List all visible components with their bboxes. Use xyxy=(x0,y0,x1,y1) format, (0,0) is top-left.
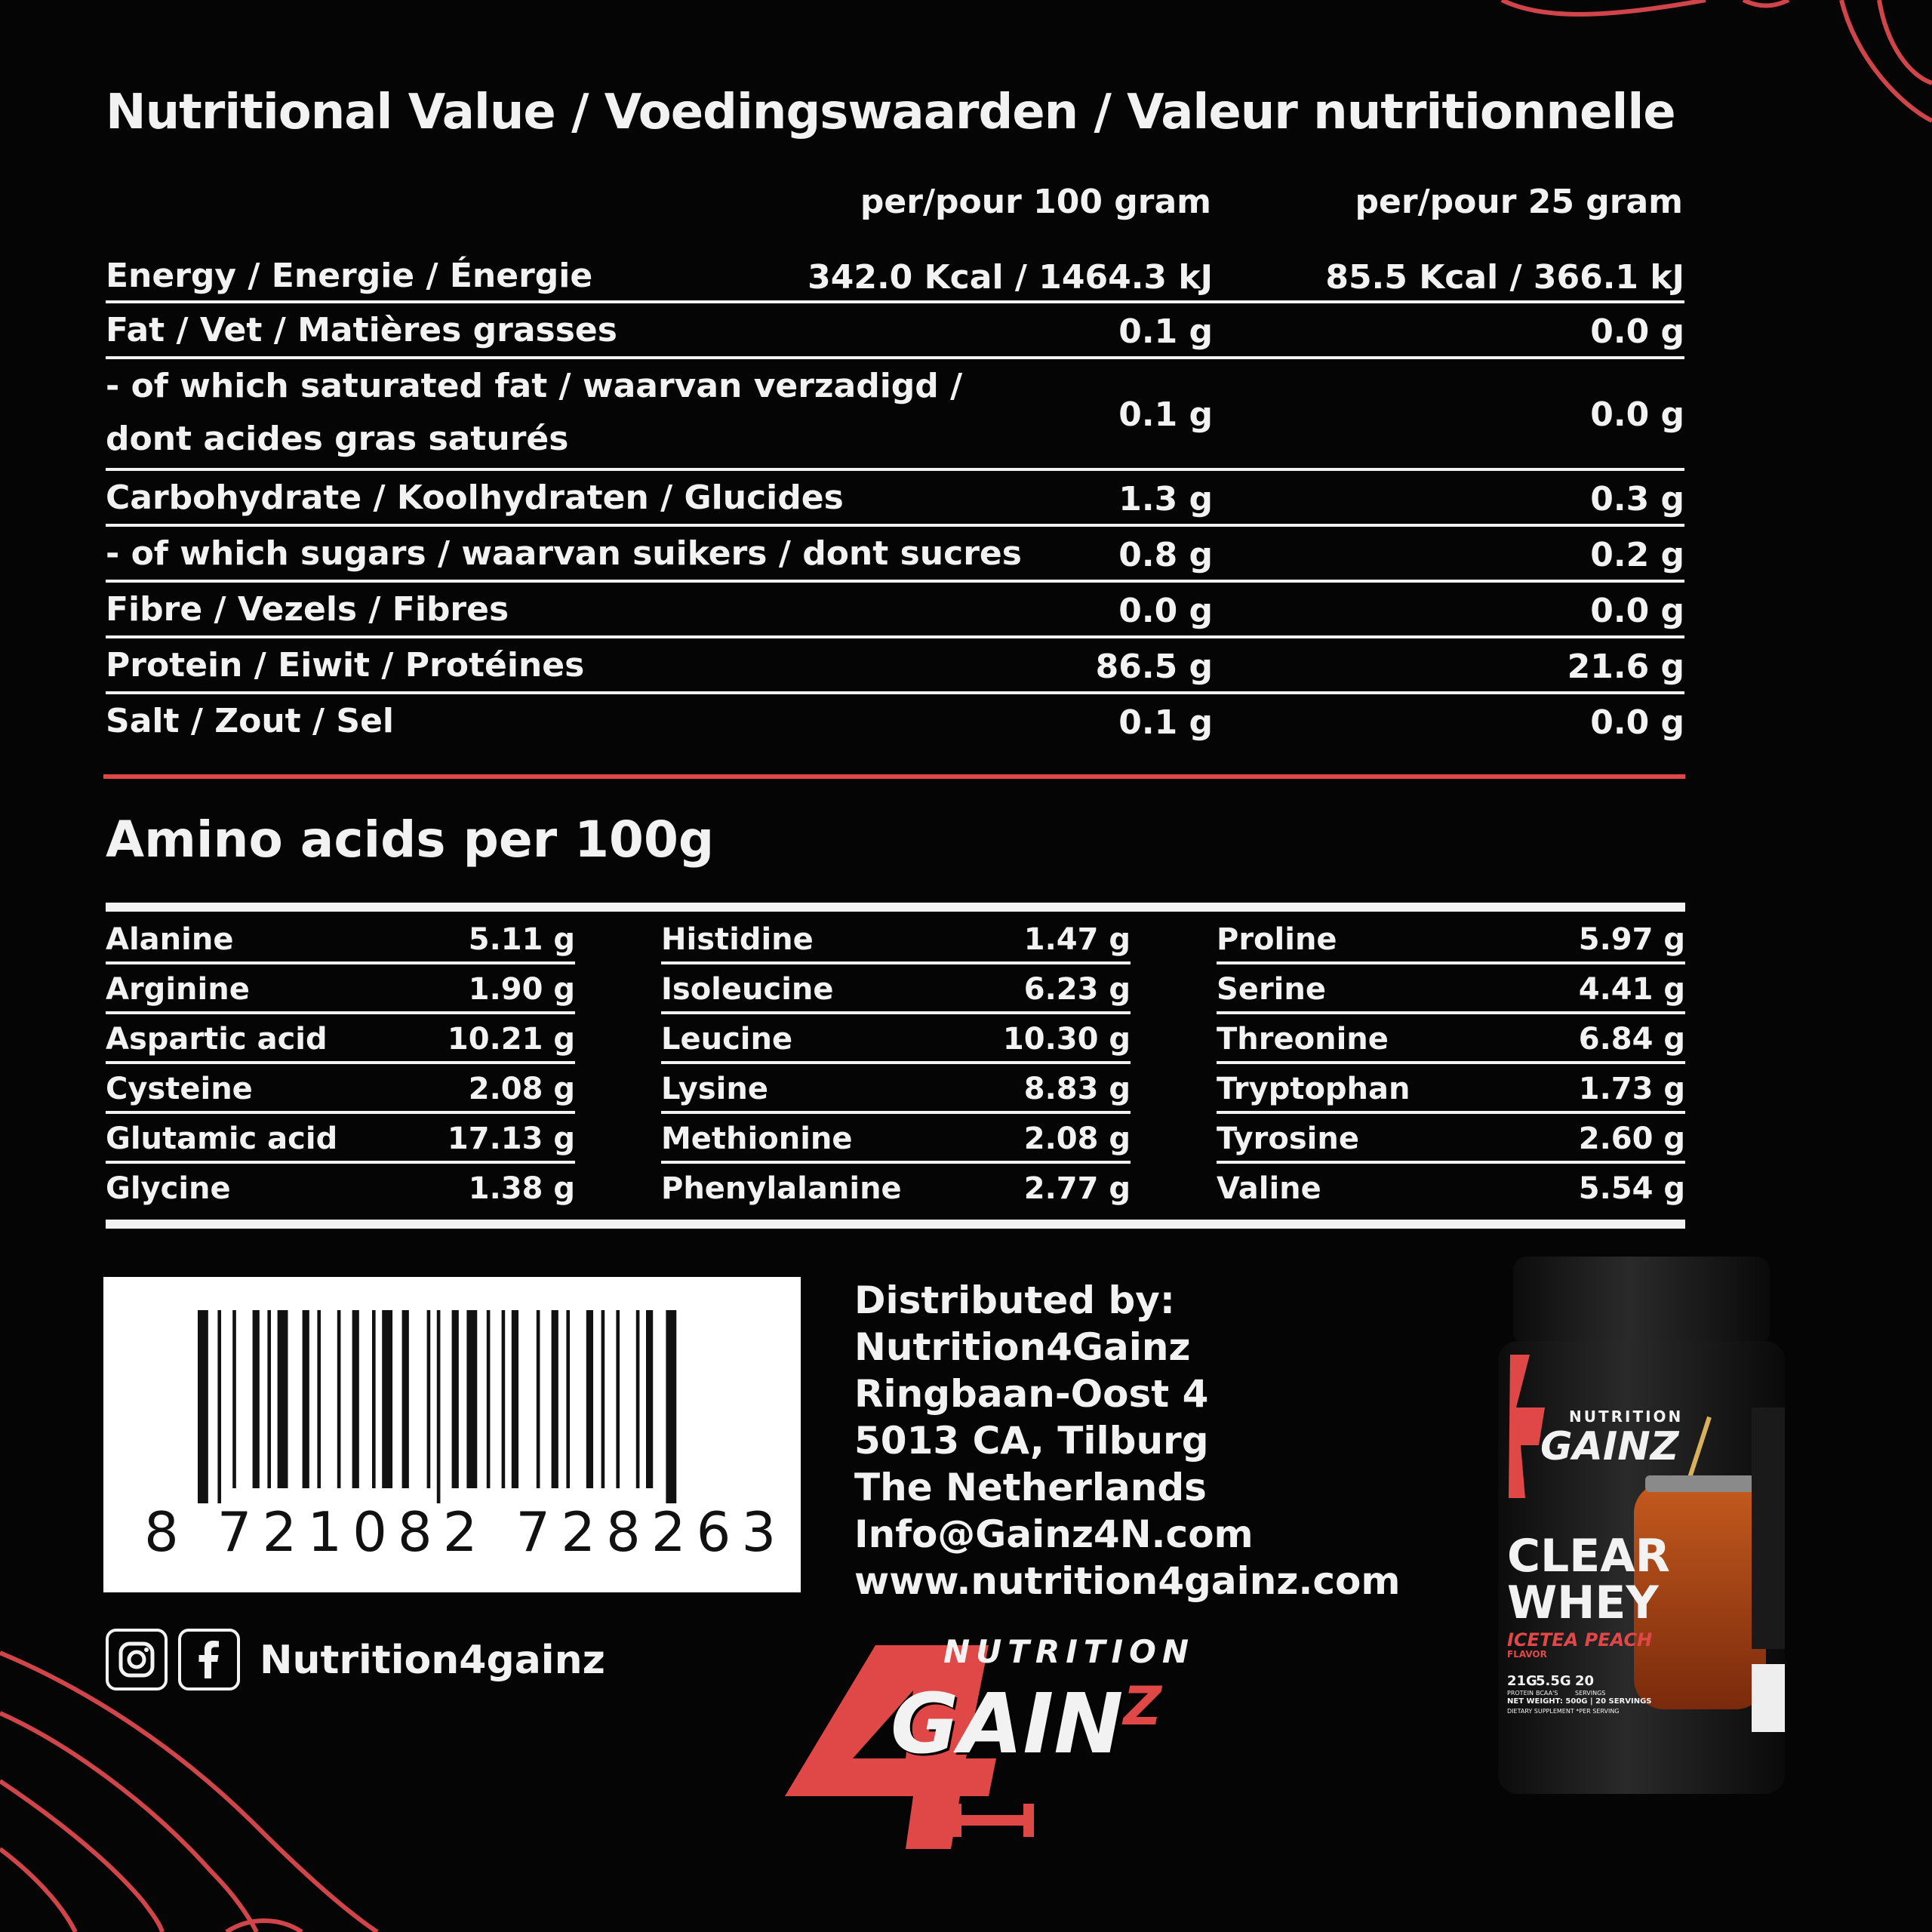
amino-value: 4.41 g xyxy=(1578,972,1685,1007)
amino-row xyxy=(1217,1114,1685,1164)
amino-name: Isoleucine xyxy=(661,972,834,1007)
logo-gain: GAIN xyxy=(891,1675,1124,1772)
barcode-bar xyxy=(253,1310,260,1488)
value-100g: 0.1 g xyxy=(1118,395,1213,434)
amino-row xyxy=(106,915,575,964)
jar-stat: 5.5G xyxy=(1536,1673,1571,1689)
amino-row xyxy=(106,1014,575,1064)
barcode-bar xyxy=(586,1310,593,1488)
barcode-bar xyxy=(427,1310,431,1488)
jar-stat-label: PROTEIN xyxy=(1507,1690,1534,1697)
logo-z: Z xyxy=(1123,1675,1162,1737)
postal-city: 5013 CA, Tilburg xyxy=(854,1419,1209,1463)
amino-row xyxy=(1217,915,1685,964)
barcode-bar xyxy=(372,1310,376,1488)
amino-name: Arginine xyxy=(106,972,250,1007)
value-100g: 0.0 g xyxy=(1118,592,1213,630)
nutrition-row xyxy=(106,638,1684,694)
amino-row xyxy=(1217,1164,1685,1211)
barcode-bar xyxy=(636,1310,640,1488)
barcode-bar xyxy=(646,1310,653,1488)
column-header-100g: per/pour 100 gram xyxy=(860,183,1211,221)
distributor-heading: Distributed by: xyxy=(854,1278,1175,1322)
barcode-bar xyxy=(666,1310,676,1503)
amino-row xyxy=(106,1164,575,1211)
amino-value: 2.60 g xyxy=(1578,1121,1685,1156)
amino-top-bar xyxy=(106,903,1685,912)
barcode-bar xyxy=(303,1310,309,1488)
amino-value: 2.77 g xyxy=(1023,1171,1131,1206)
amino-name: Cysteine xyxy=(106,1072,253,1106)
barcode-bar xyxy=(466,1310,477,1488)
nutrition-row xyxy=(106,249,1684,303)
country: The Netherlands xyxy=(854,1466,1207,1509)
barcode-bars xyxy=(103,1277,801,1503)
amino-value: 10.30 g xyxy=(1002,1022,1131,1057)
barcode xyxy=(103,1277,801,1592)
amino-row xyxy=(106,964,575,1014)
jar-footer: DIETARY SUPPLEMENT *PER SERVING xyxy=(1507,1708,1620,1715)
value-25g: 0.2 g xyxy=(1590,536,1684,574)
amino-row xyxy=(1217,1014,1685,1064)
value-25g: 0.0 g xyxy=(1590,703,1684,742)
barcode-bar xyxy=(317,1310,321,1488)
amino-value: 17.13 g xyxy=(447,1121,575,1156)
amino-name: Histidine xyxy=(661,922,814,957)
nutrition-row xyxy=(106,694,1684,747)
nutrition-row xyxy=(106,359,1684,471)
barcode-bar xyxy=(337,1310,341,1488)
nutrient-label: - of which sugars / waarvan suikers / dont sucres xyxy=(106,534,1022,573)
barcode-bar xyxy=(382,1310,392,1488)
amino-value: 5.54 g xyxy=(1578,1171,1685,1206)
amino-value: 6.84 g xyxy=(1578,1022,1685,1057)
amino-name: Alanine xyxy=(106,922,234,957)
jar-name-line1: CLEAR xyxy=(1507,1530,1670,1583)
barcode-bar xyxy=(232,1310,236,1488)
barcode-bar xyxy=(616,1310,620,1488)
amino-value: 2.08 g xyxy=(1023,1121,1131,1156)
nutrient-label: Protein / Eiwit / Protéines xyxy=(106,646,585,685)
value-25g: 85.5 Kcal / 366.1 kJ xyxy=(1325,258,1684,297)
amino-name: Glycine xyxy=(106,1171,231,1206)
nutrition-row xyxy=(106,527,1684,583)
jar-brand-main: GAINZ xyxy=(1540,1424,1679,1469)
amino-name: Methionine xyxy=(661,1121,853,1156)
barcode-bar xyxy=(217,1310,221,1503)
value-25g: 0.0 g xyxy=(1590,592,1684,630)
amino-name: Leucine xyxy=(661,1022,793,1057)
amino-name: Serine xyxy=(1217,972,1326,1007)
barcode-bar xyxy=(601,1310,605,1488)
amino-row xyxy=(1217,964,1685,1014)
barcode-bar xyxy=(487,1310,491,1488)
instagram-icon[interactable] xyxy=(106,1629,168,1690)
barcode-bar xyxy=(278,1310,288,1488)
jar-name-line2: WHEY xyxy=(1507,1577,1659,1629)
value-100g: 1.3 g xyxy=(1118,480,1213,518)
barcode-bar xyxy=(198,1310,208,1503)
jar-stat: 20 xyxy=(1575,1673,1595,1689)
nutrient-label: Carbohydrate / Koolhydraten / Glucides xyxy=(106,478,844,517)
jar-stat: 21G xyxy=(1507,1673,1537,1689)
nutrient-label-line-2: dont acides gras saturés xyxy=(106,420,569,458)
jar-stat-label: SERVINGS xyxy=(1575,1690,1606,1697)
amino-value: 1.38 g xyxy=(468,1171,575,1206)
amino-name: Threonine xyxy=(1217,1022,1389,1057)
barcode-bar xyxy=(552,1310,558,1488)
amino-bottom-bar xyxy=(106,1220,1685,1229)
barcode-bar xyxy=(352,1310,359,1488)
nutrient-label: Energy / Energie / Énergie xyxy=(106,257,593,295)
logo-nutrition-text: NUTRITION xyxy=(943,1633,1195,1670)
jar-net-weight: NET WEIGHT: 500G | 20 SERVINGS xyxy=(1507,1697,1652,1706)
amino-row xyxy=(661,915,1131,964)
barcode-number: 8 721082 728263 xyxy=(144,1500,787,1564)
amino-column-3 xyxy=(1217,915,1685,1211)
social-handle: Nutrition4gainz xyxy=(260,1638,605,1683)
amino-row xyxy=(661,1164,1131,1211)
amino-value: 10.21 g xyxy=(447,1022,575,1057)
email-link[interactable]: Info@Gainz4N.com xyxy=(854,1512,1254,1556)
amino-name: Aspartic acid xyxy=(106,1022,328,1057)
amino-name: Glutamic acid xyxy=(106,1121,338,1156)
amino-name: Lysine xyxy=(661,1072,768,1106)
amino-name: Proline xyxy=(1217,922,1337,957)
amino-value: 2.08 g xyxy=(468,1072,575,1106)
value-100g: 86.5 g xyxy=(1095,648,1213,686)
amino-value: 1.90 g xyxy=(468,972,575,1007)
nutrition-row xyxy=(106,303,1684,359)
distributor-address xyxy=(854,1277,1401,1604)
barcode-bar xyxy=(566,1310,570,1488)
amino-value: 5.97 g xyxy=(1578,922,1685,957)
amino-value: 1.47 g xyxy=(1023,922,1131,957)
amino-value: 6.23 g xyxy=(1023,972,1131,1007)
nutrient-label: Fibre / Vezels / Fibres xyxy=(106,590,509,629)
barcode-bar xyxy=(502,1310,506,1488)
amino-name: Tryptophan xyxy=(1217,1072,1411,1106)
value-25g: 0.0 g xyxy=(1590,312,1684,351)
logo-gainz-text xyxy=(891,1675,1161,1772)
amino-column-2 xyxy=(661,915,1131,1211)
barcode-bar xyxy=(537,1310,540,1488)
amino-name: Tyrosine xyxy=(1217,1121,1359,1156)
section-divider xyxy=(103,774,1685,779)
nutrition-row xyxy=(106,471,1684,527)
amino-title: Amino acids per 100g xyxy=(106,811,715,869)
nutrition-row xyxy=(106,583,1684,638)
value-25g: 21.6 g xyxy=(1567,648,1684,686)
nutrient-label: Fat / Vet / Matières grasses xyxy=(106,311,617,349)
value-25g: 0.3 g xyxy=(1590,480,1684,518)
barcode-bar xyxy=(402,1310,409,1488)
value-25g: 0.0 g xyxy=(1590,395,1684,434)
amino-column-1 xyxy=(106,915,575,1211)
amino-row xyxy=(661,1114,1131,1164)
barcode-bar xyxy=(267,1310,271,1488)
jar-flavor-sub: FLAVOR xyxy=(1507,1649,1547,1660)
amino-name: Phenylalanine xyxy=(661,1171,902,1206)
facebook-icon[interactable] xyxy=(178,1629,240,1690)
value-100g: 342.0 Kcal / 1464.3 kJ xyxy=(808,258,1213,297)
nutrient-label: Salt / Zout / Sel xyxy=(106,702,395,740)
product-jar-image xyxy=(1491,1257,1792,1800)
amino-value: 8.83 g xyxy=(1023,1072,1131,1106)
amino-row xyxy=(1217,1064,1685,1114)
amino-name: Valine xyxy=(1217,1171,1321,1206)
barcode-bar xyxy=(437,1310,441,1503)
value-100g: 0.8 g xyxy=(1118,536,1213,574)
amino-row xyxy=(106,1064,575,1114)
barcode-bar xyxy=(512,1310,518,1488)
amino-row xyxy=(106,1114,575,1164)
company-name: Nutrition4Gainz xyxy=(854,1325,1191,1369)
jar-stat-label: BCAA'S xyxy=(1536,1690,1558,1697)
amino-row xyxy=(661,1064,1131,1114)
jar-brand-top: NUTRITION xyxy=(1569,1407,1684,1426)
jar-flavor: ICETEA PEACH xyxy=(1507,1629,1653,1651)
column-header-25g: per/pour 25 gram xyxy=(1355,183,1683,221)
value-100g: 0.1 g xyxy=(1118,703,1213,742)
amino-value: 5.11 g xyxy=(468,922,575,957)
street-address: Ringbaan-Oost 4 xyxy=(854,1372,1209,1416)
nutrition-title: Nutritional Value / Voedingswaarden / Valeur nutritionnelle xyxy=(106,85,1675,140)
amino-row xyxy=(661,964,1131,1014)
website-link[interactable]: www.nutrition4gainz.com xyxy=(854,1559,1401,1603)
brand-logo xyxy=(762,1623,1195,1872)
barcode-bar xyxy=(452,1310,459,1488)
amino-value: 1.73 g xyxy=(1578,1072,1685,1106)
nutrient-label: - of which saturated fat / waarvan verzadigd / xyxy=(106,367,963,405)
value-100g: 0.1 g xyxy=(1118,312,1213,351)
amino-row xyxy=(661,1014,1131,1064)
